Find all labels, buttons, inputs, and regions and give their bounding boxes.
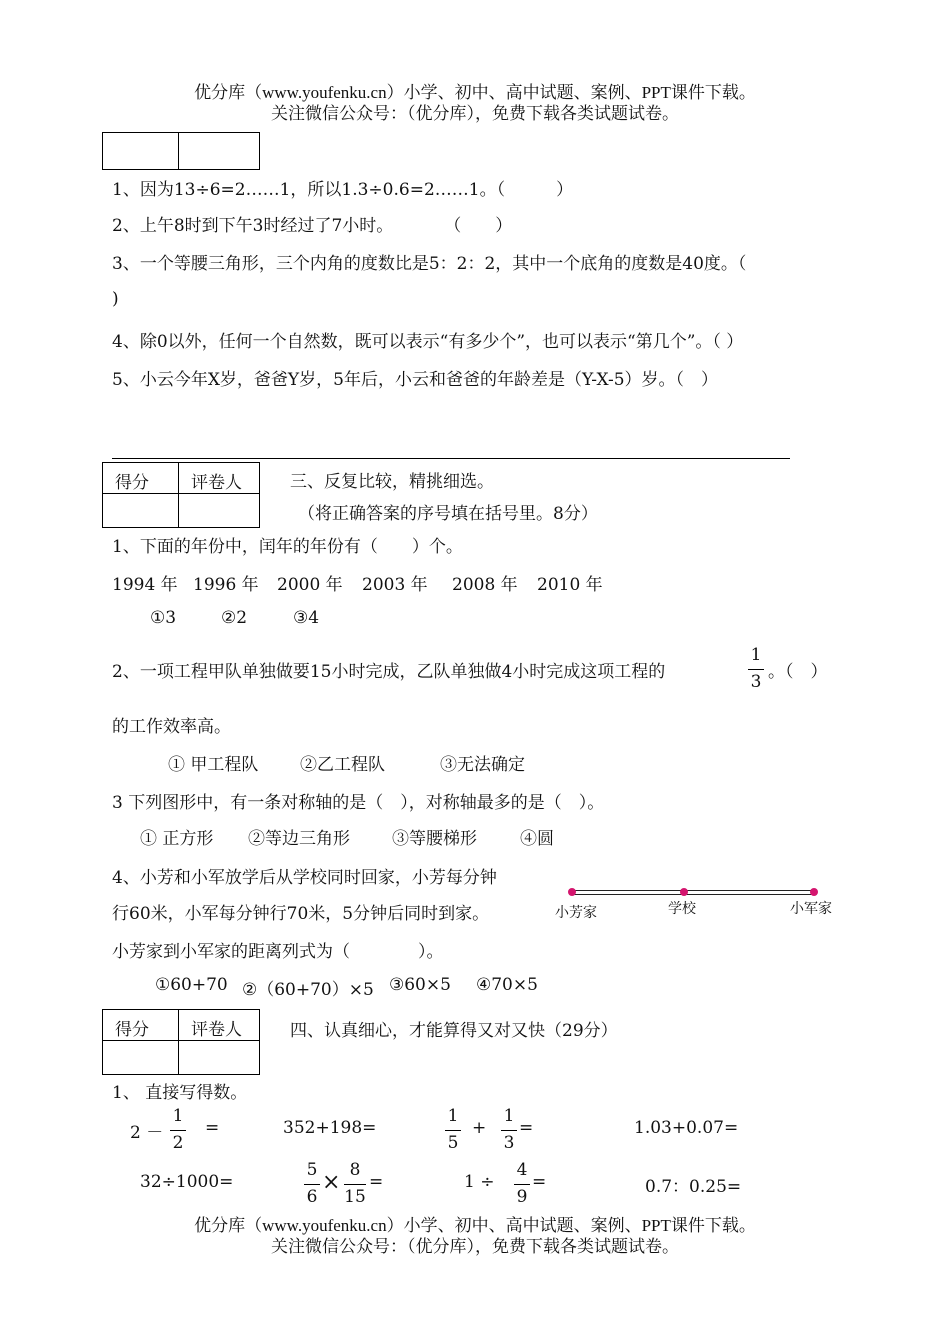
fraction-denominator: 6 (306, 1187, 318, 1207)
score-box-section4 (102, 1009, 260, 1075)
header-line-1: 优分库（www.youfenku.cn）小学、初中、高中试题、案例、PPT课件下载。 (194, 83, 756, 102)
calc-3-equals: = (519, 1118, 534, 1138)
fraction-bar (514, 1184, 530, 1185)
q1-option-2: ②2 (221, 608, 248, 628)
header-line-2: 关注微信公众号：（优分库），免费下载各类试题试卷。 (271, 104, 679, 123)
fraction-bar (501, 1130, 517, 1131)
fraction-denominator: 9 (516, 1187, 528, 1207)
footer-line-1: 优分库（www.youfenku.cn）小学、初中、高中试题、案例、PPT课件下载。 (194, 1216, 756, 1235)
calc-7-prefix: 1 ÷ (464, 1172, 495, 1192)
q3-option-1: ① 正方形 (140, 829, 214, 849)
score-box-top (102, 132, 260, 170)
fraction-denominator: 3 (750, 672, 762, 692)
q3-option-4: ④圆 (520, 829, 554, 849)
q2-tail: 。（ ） (768, 662, 828, 682)
grader-label: 评卷人 (191, 1020, 242, 1040)
q4-option-3: ③60×5 (389, 975, 451, 995)
judge-question-5: 5、小云今年X岁，爸爸Y岁，5年后，小云和爸爸的年龄差是（Y-X-5）岁。（ ） (112, 370, 719, 390)
calc-2: 352+198= (283, 1118, 377, 1138)
fraction-numerator: 4 (516, 1160, 528, 1180)
fraction-numerator: 1 (503, 1106, 515, 1126)
calc-3-fraction-2 (499, 1106, 519, 1155)
calc-7-equals: = (532, 1172, 547, 1192)
calc-1-equals: = (205, 1118, 220, 1138)
q1-option-3: ③4 (293, 608, 320, 628)
calc-3-plus: + (472, 1118, 487, 1138)
calc-3-fraction-1 (443, 1106, 463, 1155)
fraction-numerator: 1 (172, 1106, 184, 1126)
score-label: 得分 (115, 473, 149, 493)
score-box-row-line (103, 493, 259, 494)
section3-subtitle: （将正确答案的序号填在括号里。8分） (298, 504, 598, 524)
label-xiaofang-home: 小芳家 (555, 904, 597, 920)
choice-question-2-cont: 的工作效率高。 (112, 717, 231, 737)
choice-question-3: 3 下列图形中，有一条对称轴的是（ ），对称轴最多的是（ ）。 (112, 793, 605, 813)
calc-6-fraction-1 (302, 1160, 322, 1209)
year-2003: 2003 年 (362, 575, 428, 595)
choice-question-4-line3: 小芳家到小军家的距离列式为（ ）。 (112, 942, 444, 962)
score-label: 得分 (115, 1020, 149, 1040)
calc-1-prefix: 2 － (130, 1123, 164, 1143)
fraction-bar (304, 1184, 320, 1185)
q4-option-2: ②（60+70）×5 (242, 980, 374, 1000)
fraction-denominator: 2 (172, 1133, 184, 1153)
score-box-section3 (102, 462, 260, 528)
fraction-numerator: 1 (447, 1106, 459, 1126)
xiaojun-home-marker (810, 888, 818, 896)
year-1994: 1994 年 (112, 575, 178, 595)
score-box-row-line (103, 1040, 259, 1041)
grader-label: 评卷人 (191, 473, 242, 493)
q2-option-1: ① 甲工程队 (168, 755, 259, 775)
q2-fraction (746, 645, 766, 694)
calc-question-1: 1、 直接写得数。 (112, 1083, 248, 1103)
fraction-denominator: 3 (503, 1133, 515, 1153)
choice-question-4: 4、小芳和小军放学后从学校同时回家，小芳每分钟 (112, 868, 497, 888)
year-1996: 1996 年 (193, 575, 259, 595)
judge-question-3: 3、一个等腰三角形，三个内角的度数比是5：2：2，其中一个底角的度数是40度。（ (112, 254, 747, 274)
year-2000: 2000 年 (277, 575, 343, 595)
route-line-bottom (572, 894, 814, 895)
judge-question-4: 4、除0以外，任何一个自然数，既可以表示“有多少个”，也可以表示“第几个”。（ ） (112, 332, 744, 352)
year-2010: 2010 年 (537, 575, 603, 595)
calc-4: 1.03+0.07= (634, 1118, 739, 1138)
q4-option-4: ④70×5 (476, 975, 538, 995)
fraction-bar (445, 1130, 461, 1131)
calc-6-equals: = (369, 1172, 384, 1192)
calc-7-fraction (512, 1160, 532, 1209)
fraction-bar (344, 1184, 366, 1185)
label-xiaojun-home: 小军家 (790, 900, 832, 916)
fraction-numerator: 1 (750, 645, 762, 665)
label-school: 学校 (668, 900, 696, 916)
judge-question-1: 1、因为13÷6=2……1，所以1.3÷0.6=2……1。（ ） (112, 180, 574, 200)
q2-option-3: ③无法确定 (440, 755, 525, 775)
fraction-numerator: 8 (349, 1160, 361, 1180)
score-box-cell (103, 133, 179, 169)
q1-option-1: ①3 (150, 608, 177, 628)
section-divider (112, 458, 790, 459)
choice-question-1: 1、下面的年份中，闰年的年份有（ ）个。 (112, 537, 463, 557)
q2-option-2: ②乙工程队 (300, 755, 385, 775)
fraction-numerator: 5 (306, 1160, 318, 1180)
calc-6-times: × (322, 1170, 341, 1195)
fraction-denominator: 15 (344, 1187, 366, 1207)
fraction-denominator: 5 (447, 1133, 459, 1153)
calc-5: 32÷1000= (140, 1172, 234, 1192)
fraction-bar (170, 1130, 186, 1131)
judge-question-2: 2、上午8时到下午3时经过了7小时。 （ ） (112, 216, 513, 236)
fraction-bar (748, 669, 764, 670)
calc-8: 0.7：0.25= (645, 1177, 742, 1197)
choice-question-4-line2: 行60米，小军每分钟行70米，5分钟后同时到家。 (112, 904, 490, 924)
route-line-top (572, 890, 814, 891)
q3-option-3: ③等腰梯形 (392, 829, 477, 849)
judge-question-3-cont: ) (112, 289, 119, 309)
q3-option-2: ②等边三角形 (248, 829, 350, 849)
calc-1-fraction (168, 1106, 188, 1155)
choice-question-2: 2、一项工程甲队单独做要15小时完成，乙队单独做4小时完成这项工程的 (112, 662, 666, 682)
school-marker (680, 888, 688, 896)
xiaofang-home-marker (568, 888, 576, 896)
section3-title: 三、反复比较，精挑细选。 (290, 472, 494, 492)
calc-6-fraction-2 (342, 1160, 368, 1209)
q4-option-1: ①60+70 (155, 975, 228, 995)
footer-line-2: 关注微信公众号：（优分库），免费下载各类试题试卷。 (271, 1237, 679, 1256)
year-2008: 2008 年 (452, 575, 518, 595)
section4-title: 四、认真细心，才能算得又对又快（29分） (290, 1021, 618, 1041)
